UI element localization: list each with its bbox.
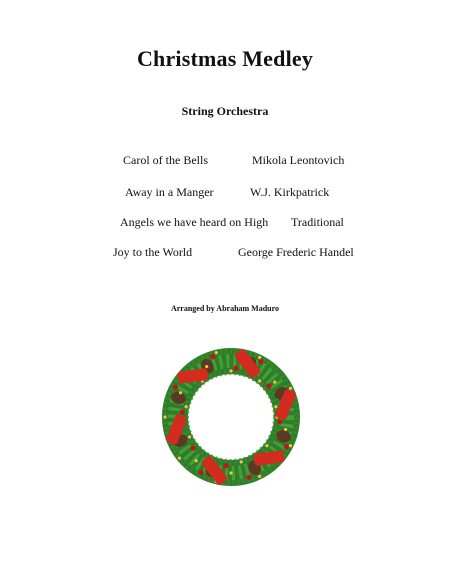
berry-icon [284,444,289,449]
light-icon [229,471,232,474]
arranger-credit: Arranged by Abraham Maduro [170,304,280,313]
berry-icon [266,383,271,388]
light-icon [163,415,166,418]
light-icon [215,351,218,354]
piece-4-title: Joy to the World [113,245,193,259]
light-icon [289,444,292,447]
light-icon [240,460,243,463]
light-icon [258,356,261,359]
light-icon [284,428,287,431]
berry-icon [199,470,204,475]
light-icon [179,391,182,394]
berry-icon [190,445,195,450]
light-icon [258,475,261,478]
berry-icon [277,419,282,424]
piece-1-title: Carol of the Bells [123,153,208,167]
christmas-wreath-icon [156,342,306,492]
light-icon [265,444,268,447]
light-icon [258,379,261,382]
light-icon [194,459,197,462]
berry-icon [258,359,263,364]
piece-1-composer: Mikola Leontovich [252,153,345,167]
berry-icon [173,385,178,390]
light-icon [289,387,292,390]
berry-icon [180,410,185,415]
light-icon [178,457,181,460]
piece-3-composer: Traditional [291,215,344,229]
document-title: Christmas Medley [136,46,314,71]
berry-icon [210,354,215,359]
berry-icon [233,366,238,371]
berry-icon [247,475,252,480]
light-icon [188,435,191,438]
light-icon [273,380,276,383]
document-subtitle: String Orchestra [181,104,269,118]
light-icon [205,365,208,368]
light-icon [185,405,188,408]
berry-icon [224,463,229,468]
light-icon [274,405,277,408]
light-icon [229,369,232,372]
piece-2-title: Away in a Manger [125,185,214,199]
piece-4-composer: George Frederic Handel [238,245,354,259]
piece-2-composer: W.J. Kirkpatrick [250,185,330,199]
piece-3-title: Angels we have heard on High [120,215,269,229]
